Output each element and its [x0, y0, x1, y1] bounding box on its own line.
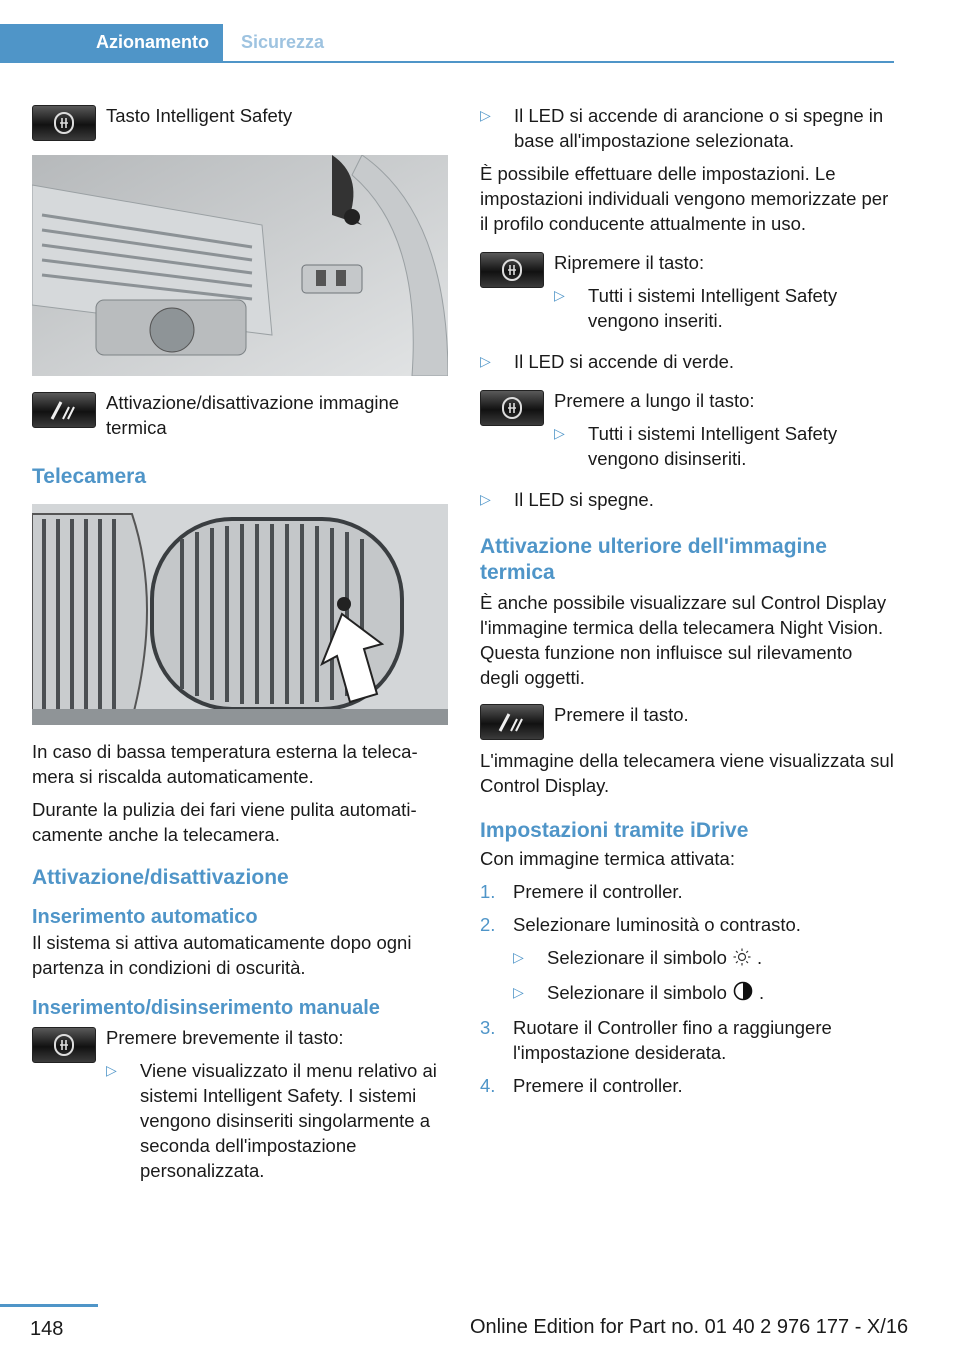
button-row-repress — [480, 250, 894, 341]
triangle-bullet-icon: ▷ — [480, 107, 491, 123]
paragraph: Il sistema si attiva automaticamente dopo ogni partenza in condizioni di oscurità. — [32, 932, 412, 978]
intelligent-safety-button-icon — [32, 1027, 96, 1063]
night-vision-button-icon — [32, 392, 96, 428]
triangle-bullet-icon: ▷ — [106, 1062, 117, 1078]
list-item: ▷ Viene visualizzato il menu relativo ai sistemi Intelligent Safety. I sistemi vengono disinseriti singolarmente a seconda dell'impostazione personalizzata. — [106, 1060, 437, 1181]
list-item: ▷ Tutti i sistemi Intelligent Safety vengono disinseriti. — [554, 423, 838, 469]
right-column — [480, 103, 894, 1106]
list-item: ▷ Tutti i sistemi Intelligent Safety vengono inseriti. — [554, 285, 838, 331]
paragraph: È anche possibile visualizzare sul Control Display l'immagine termica della telecamera Night Vision. Questa funzione non influisce sul rilevamento degli oggetti. — [480, 592, 887, 688]
list-item: ▷ Il LED si accende di arancione o si spegne in base all'impostazione selezionata. — [480, 105, 884, 151]
footer-divider — [0, 1304, 98, 1307]
intelligent-safety-button-icon — [32, 105, 96, 141]
triangle-bullet-icon: ▷ — [480, 353, 491, 369]
triangle-bullet-icon: ▷ — [513, 983, 524, 1000]
paragraph: In caso di bassa temperatura esterna la telecamera si riscalda automaticamente. — [32, 741, 418, 787]
list-item: 2. Selezionare luminosità o contrasto. — [480, 914, 801, 935]
page-number: 148 — [30, 1318, 64, 1340]
edition-note: Online Edition for Part no. 01 40 2 976 177 - X/16 — [470, 1316, 909, 1338]
tab-sicurezza[interactable]: Sicurezza — [241, 32, 325, 52]
button-label: Attivazione/disattivazione immagine termica — [106, 392, 400, 438]
heading-attivazione: Attivazione/disattivazione — [32, 866, 289, 889]
list-item: ▷ Il LED si spegne. — [480, 489, 654, 510]
button-row-thermal-press — [480, 702, 894, 740]
button-row-long — [480, 388, 894, 479]
intelligent-safety-button-icon — [480, 390, 544, 426]
triangle-bullet-icon: ▷ — [554, 287, 565, 303]
button-row-brief — [32, 1025, 448, 1191]
button-label: Premere brevemente il tasto: — [106, 1027, 344, 1048]
button-row-thermal — [32, 390, 448, 440]
paragraph: Con immagine termica attivata: — [480, 848, 735, 869]
camera-grille-photo — [32, 504, 448, 725]
heading-attivazione-ulteriore: Attivazione ulteriore dell'immagine termica — [480, 535, 827, 584]
triangle-bullet-icon: ▷ — [513, 949, 524, 965]
paragraph: È possibile effettuare delle impostazioni. Le impostazioni individuali vengono memorizzate per il profilo conducente attualmente in uso. — [480, 163, 889, 234]
contrast-icon — [733, 981, 753, 1007]
button-label: Tasto Intelligent Safety — [106, 105, 293, 126]
heading-inserimento-manuale: Inserimento/disinserimento manuale — [32, 997, 380, 1019]
dashboard-photo — [32, 155, 448, 376]
triangle-bullet-icon: ▷ — [480, 491, 491, 507]
list-item: 4. Premere il controller. — [480, 1074, 683, 1096]
list-item: ▷ Il LED si accende di verde. — [480, 351, 735, 372]
button-label: Premere a lungo il tasto: — [554, 390, 755, 411]
heading-inserimento-automatico: Inserimento automatico — [32, 906, 258, 928]
brightness-icon — [733, 947, 751, 972]
paragraph: L'immagine della telecamera viene visualizzata sul Control Display. — [480, 750, 894, 796]
header-divider — [0, 61, 894, 63]
button-row-safety — [32, 103, 448, 141]
button-label: Ripremere il tasto: — [554, 252, 705, 273]
tab-azionamento[interactable]: Azionamento — [0, 24, 223, 61]
night-vision-button-icon — [480, 704, 544, 740]
triangle-bullet-icon: ▷ — [554, 425, 565, 441]
list-item: ▷ Selezionare il simbolo . — [513, 945, 894, 972]
heading-telecamera: Telecamera — [32, 465, 147, 488]
button-label: Premere il tasto. — [554, 704, 689, 725]
list-item: 1. Premere il controller. — [480, 881, 683, 902]
intelligent-safety-button-icon — [480, 252, 544, 288]
paragraph: Durante la pulizia dei fari viene pulita automaticamente anche la telecamera. — [32, 799, 417, 845]
list-item: 3. Ruotare il Controller fino a raggiungere l'impostazione desiderata. — [480, 1016, 832, 1063]
list-item: ▷ Selezionare il simbolo . — [513, 980, 894, 1007]
page-header — [0, 24, 894, 61]
heading-impostazioni-idrive: Impostazioni tramite iDrive — [480, 819, 749, 842]
left-column — [32, 103, 448, 1199]
